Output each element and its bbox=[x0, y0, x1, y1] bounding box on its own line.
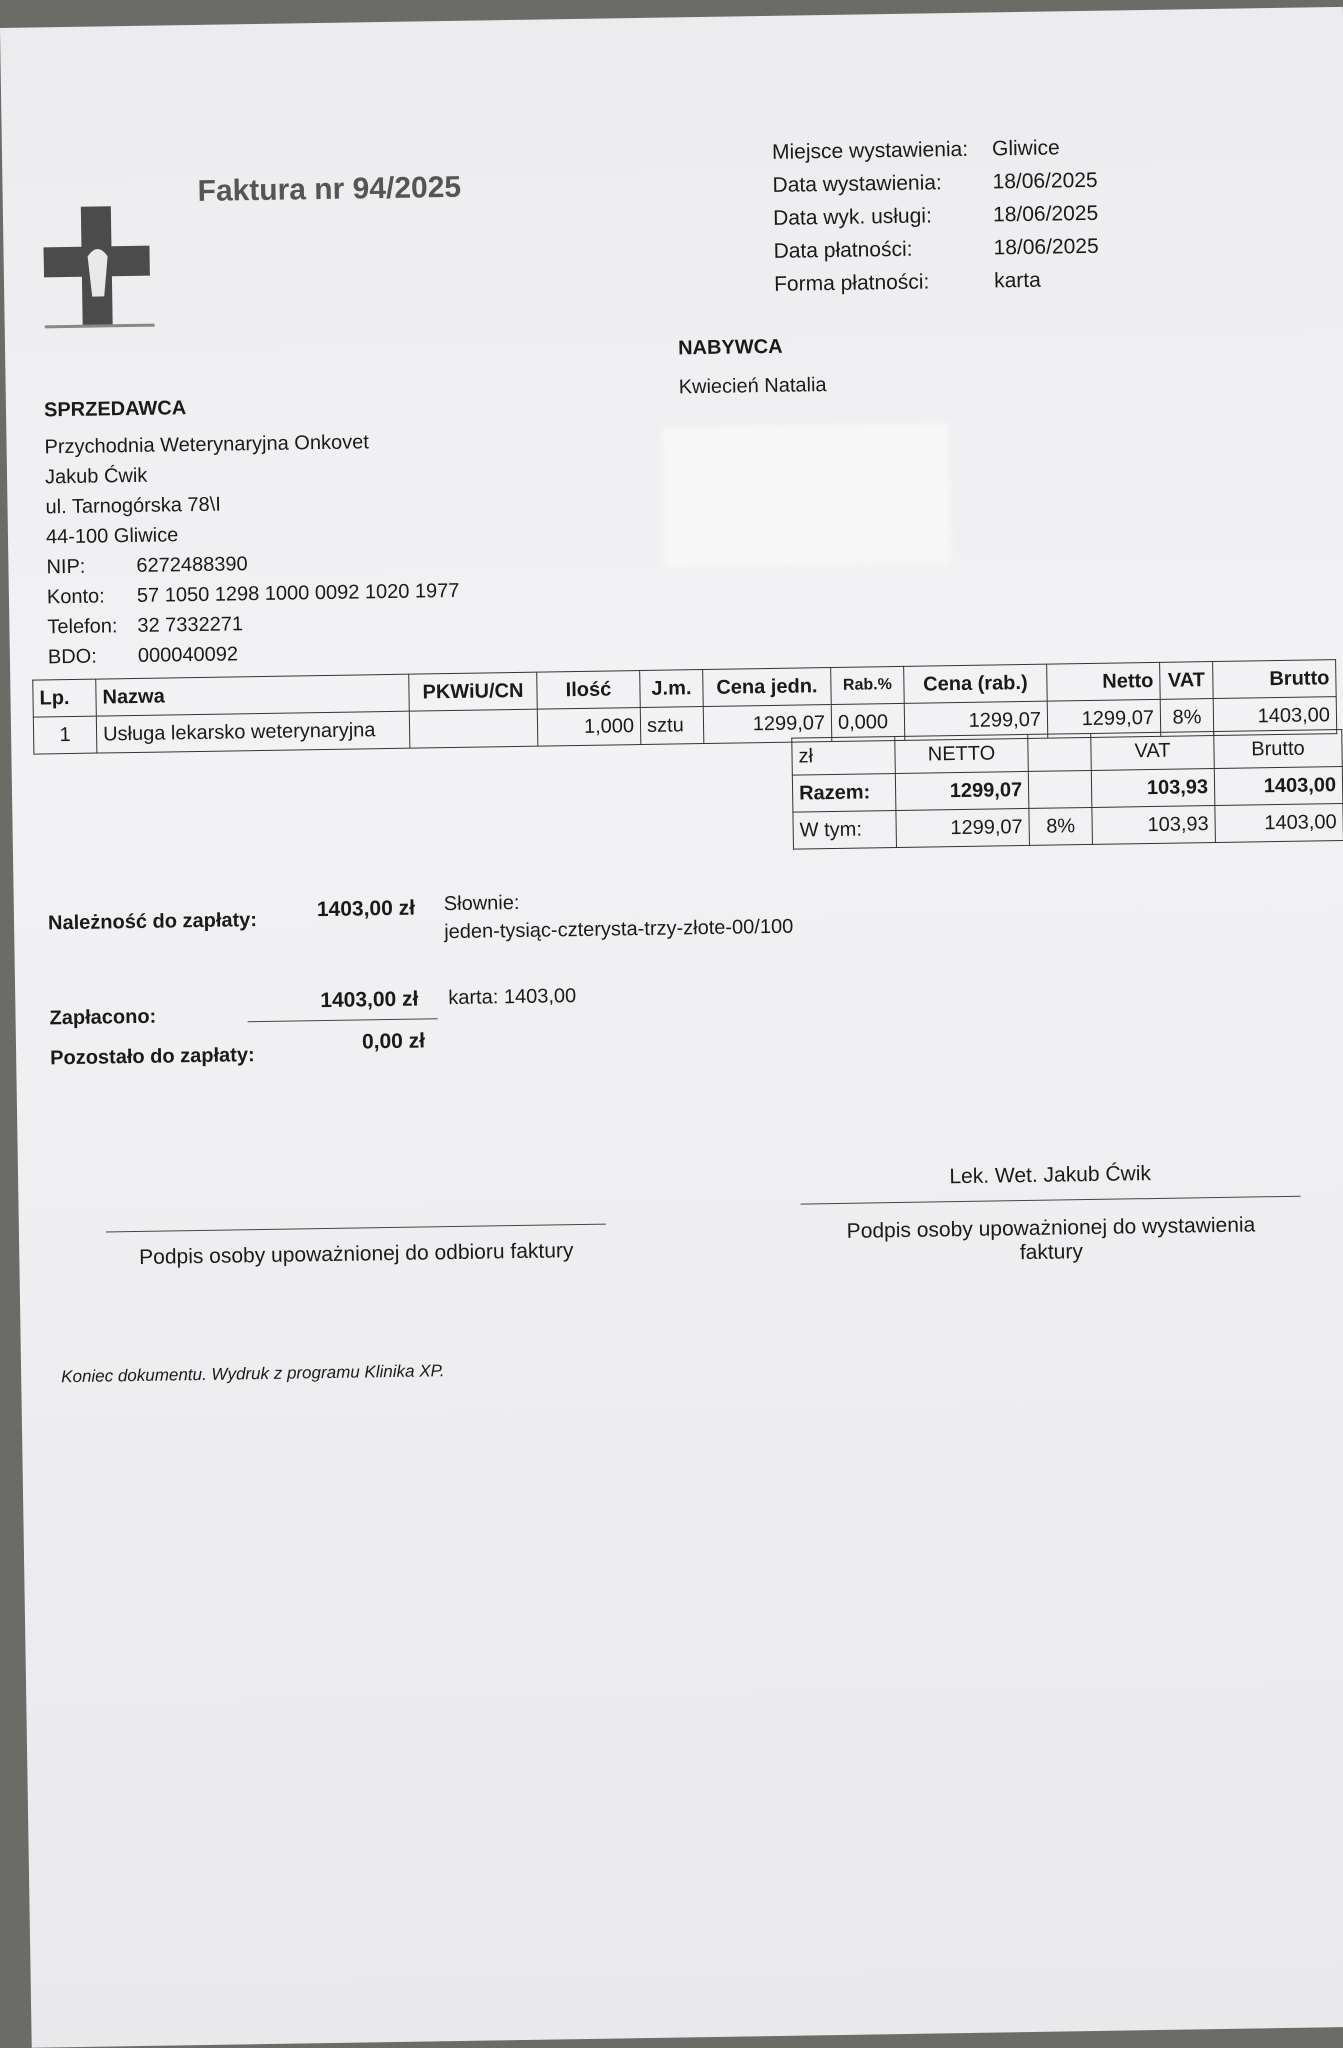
meta-row bbox=[774, 263, 1100, 301]
col-header: Cena (rab.) bbox=[904, 664, 1048, 703]
invoice-meta bbox=[772, 131, 1100, 301]
bdo-label: BDO: bbox=[47, 645, 97, 669]
seller-header: SPRZEDAWCA bbox=[43, 397, 187, 422]
konto-label: Konto: bbox=[46, 585, 105, 609]
summary-table bbox=[791, 729, 1343, 850]
cell-brutto: 1403,00 bbox=[1213, 697, 1337, 736]
meta-value: 18/06/2025 bbox=[992, 201, 1099, 227]
cell-vat: 8% bbox=[1160, 699, 1214, 737]
invoice-page bbox=[0, 7, 1343, 2048]
nip-value: 6272488390 bbox=[136, 553, 248, 577]
summary-cell: 1299,07 bbox=[896, 808, 1030, 847]
seller-owner: Jakub Ćwik bbox=[44, 464, 148, 489]
summary-cell: 103,93 bbox=[1092, 806, 1216, 845]
meta-label: Data płatności: bbox=[773, 237, 913, 263]
meta-value: 18/06/2025 bbox=[992, 168, 1098, 194]
col-header: VAT bbox=[1160, 662, 1214, 700]
col-header: Nazwa bbox=[96, 674, 410, 716]
col-header: Brutto bbox=[1213, 660, 1337, 699]
summary-header bbox=[1028, 733, 1092, 771]
meta-row bbox=[772, 131, 1098, 169]
cell-netto: 1299,07 bbox=[1047, 699, 1161, 738]
words-value: jeden-tysiąc-czterysta-trzy-złote-00/100 bbox=[444, 915, 794, 944]
clinic-logo bbox=[43, 196, 155, 338]
seller-info bbox=[44, 426, 460, 672]
seller-bdo bbox=[48, 636, 461, 672]
meta-label: Miejsce wystawienia: bbox=[771, 137, 969, 164]
meta-label: Data wyk. usługi: bbox=[772, 204, 932, 230]
cell-discount: 0,000 bbox=[831, 703, 905, 741]
summary-cell bbox=[1028, 770, 1092, 808]
words-label: Słownie: bbox=[443, 891, 520, 916]
right-signature-caption bbox=[801, 1213, 1302, 1269]
right-signature-line bbox=[801, 1196, 1301, 1205]
cell-lp: 1 bbox=[33, 716, 97, 754]
remain-label: Pozostało do zapłaty: bbox=[50, 1044, 255, 1070]
summary-cell: Razem: bbox=[792, 774, 896, 813]
summary-cell: 1403,00 bbox=[1214, 767, 1343, 806]
summary-header: Brutto bbox=[1214, 730, 1343, 769]
bdo-value: 000040092 bbox=[137, 643, 239, 667]
summary-cell: 8% bbox=[1029, 807, 1093, 845]
meta-label: Data wystawienia: bbox=[772, 171, 942, 197]
summary-cell: W tym: bbox=[793, 811, 897, 850]
meta-label: Forma płatności: bbox=[773, 270, 930, 296]
col-header: J.m. bbox=[640, 670, 704, 708]
col-header: Ilość bbox=[537, 671, 641, 710]
nip-label: NIP: bbox=[46, 555, 86, 579]
meta-value: 18/06/2025 bbox=[993, 234, 1099, 260]
buyer-header: NABYWCA bbox=[677, 335, 783, 360]
cell-price: 1299,07 bbox=[703, 705, 832, 744]
buyer-name: Kwiecień Natalia bbox=[678, 374, 827, 399]
remain-value: 0,00 zł bbox=[361, 1029, 426, 1054]
cell-name: Usługa lekarsko weterynaryjna bbox=[96, 711, 410, 753]
right-signature-name: Lek. Wet. Jakub Ćwik bbox=[949, 1162, 1152, 1189]
left-signature-line bbox=[106, 1224, 606, 1233]
tel-value: 32 7332271 bbox=[137, 613, 244, 637]
due-label: Należność do zapłaty: bbox=[47, 909, 258, 935]
meta-row bbox=[772, 164, 1098, 202]
col-header: Rab.% bbox=[831, 666, 905, 704]
summary-cell: 1299,07 bbox=[895, 771, 1029, 810]
paid-method: karta: 1403,00 bbox=[448, 985, 577, 1010]
due-value: 1403,00 zł bbox=[316, 896, 416, 922]
meta-row bbox=[773, 230, 1099, 268]
right-caption-line-2: faktury bbox=[1019, 1240, 1084, 1265]
paid-value: 1403,00 zł bbox=[320, 987, 419, 1013]
cell-qty: 1,000 bbox=[537, 708, 641, 747]
meta-value: karta bbox=[993, 268, 1041, 293]
konto-value: 57 1050 1298 1000 0092 1020 1977 bbox=[136, 579, 460, 607]
meta-row bbox=[773, 197, 1099, 235]
summary-cell: 1403,00 bbox=[1215, 804, 1343, 843]
summary-header: zł bbox=[792, 737, 896, 776]
cell-unit: sztu bbox=[640, 707, 704, 745]
redacted-area bbox=[662, 423, 950, 567]
right-caption-line-1: Podpis osoby upoważnionej do wystawienia bbox=[846, 1213, 1256, 1243]
seller-name: Przychodnia Weterynaryjna Onkovet bbox=[44, 431, 369, 459]
summary-cell: 103,93 bbox=[1091, 769, 1215, 808]
col-header: PKWiU/CN bbox=[409, 672, 538, 711]
paid-underline bbox=[248, 1018, 438, 1022]
col-header: Cena jedn. bbox=[703, 668, 832, 707]
tel-label: Telefon: bbox=[47, 615, 118, 639]
summary-wtym-row bbox=[793, 804, 1343, 850]
col-header: Netto bbox=[1047, 662, 1161, 701]
summary-header: NETTO bbox=[895, 734, 1029, 773]
seller-street: ul. Tarnogórska 78\I bbox=[45, 493, 221, 519]
seller-city: 44-100 Gliwice bbox=[45, 524, 179, 549]
col-header: Lp. bbox=[33, 679, 97, 717]
cell-pkwiu bbox=[409, 709, 538, 748]
document-footer: Koniec dokumentu. Wydruk z programu Klinika XP. bbox=[61, 1361, 445, 1387]
invoice-title: Faktura nr 94/2025 bbox=[197, 170, 462, 208]
cell-price-discounted: 1299,07 bbox=[904, 701, 1048, 740]
paid-label: Zapłacono: bbox=[49, 1005, 157, 1030]
summary-header: VAT bbox=[1091, 732, 1215, 771]
meta-value: Gliwice bbox=[991, 136, 1060, 161]
left-signature-caption: Podpis osoby upoważnionej do odbioru faktury bbox=[138, 1239, 574, 1269]
